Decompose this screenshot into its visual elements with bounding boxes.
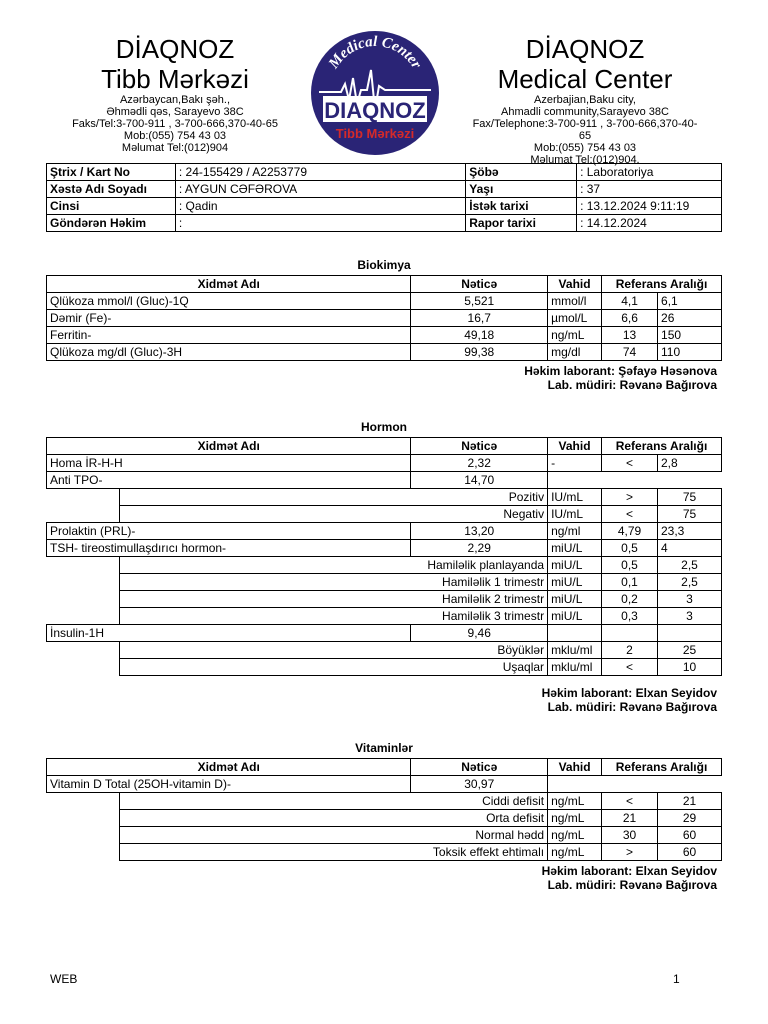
ref-high: 10	[658, 659, 722, 676]
signature-block	[542, 864, 717, 892]
patient-info-table	[46, 163, 722, 232]
patient-value: : 37	[577, 181, 722, 198]
ref-low: <	[602, 659, 658, 676]
test-result: 99,38	[411, 344, 548, 361]
ref-low: 4,1	[602, 293, 658, 310]
table-header-row	[47, 759, 722, 776]
sub-row	[47, 659, 722, 676]
patient-value: : 14.12.2024	[577, 215, 722, 232]
test-unit: miU/L	[548, 540, 602, 557]
test-name: Homa İR-H-H	[47, 455, 411, 472]
mobile-line: Mob:(055) 754 43 03	[123, 130, 227, 142]
col-header-unit: Vahid	[548, 759, 602, 776]
ref-low: 13	[602, 327, 658, 344]
sub-unit: mklu/ml	[548, 659, 602, 676]
sub-unit: ng/mL	[548, 844, 602, 861]
ref-low: 21	[602, 810, 658, 827]
test-unit: -	[548, 455, 602, 472]
sub-label: Normal hədd	[119, 827, 547, 844]
sub-label: Böyüklər	[119, 642, 547, 659]
table-row	[47, 776, 722, 793]
header-left	[60, 34, 290, 154]
ref-low: 0,1	[602, 574, 658, 591]
test-unit: mg/dl	[548, 344, 602, 361]
sub-row	[47, 557, 722, 574]
sub-unit: miU/L	[548, 557, 602, 574]
logo-top-text: Medical Center	[325, 33, 425, 72]
ref-high: 4	[658, 540, 722, 557]
address-line: Azerbajian,Baku city,	[534, 94, 636, 106]
ref-high: 26	[658, 310, 722, 327]
ref-high: 110	[658, 344, 722, 361]
test-unit: mmol/l	[548, 293, 602, 310]
col-header-result: Nəticə	[411, 759, 548, 776]
ref-high: 2,5	[658, 557, 722, 574]
col-header-ref: Referans Aralığı	[602, 438, 722, 455]
patient-label: Rapor tarixi	[466, 215, 577, 232]
test-name: Prolaktin (PRL)-	[47, 523, 411, 540]
table-row	[47, 293, 722, 310]
col-header-unit: Vahid	[548, 276, 602, 293]
sub-row	[47, 489, 722, 506]
table-row	[47, 540, 722, 557]
address-line: Azərbaycan,Bakı şəh.,	[119, 94, 231, 106]
sub-row	[47, 793, 722, 810]
lab-technician: Həkim laborant: Elxan Seyidov	[541, 864, 717, 878]
test-result: 13,20	[411, 523, 548, 540]
mobile-line: Mob:(055) 754 43 03	[533, 142, 637, 154]
table-row	[47, 344, 722, 361]
ref-low: <	[602, 793, 658, 810]
sub-row	[47, 574, 722, 591]
ref-high: 21	[658, 793, 722, 810]
patient-label: Yaşı	[466, 181, 577, 198]
test-name: Qlükoza mg/dl (Gluc)-3H	[47, 344, 411, 361]
sub-label: Negativ	[119, 506, 547, 523]
test-result: 14,70	[411, 472, 548, 489]
sub-label: Uşaqlar	[119, 659, 547, 676]
sub-row	[47, 827, 722, 844]
clinic-name-az: DİAQNOZ	[115, 34, 235, 64]
ref-high: 75	[658, 506, 722, 523]
ref-high: 25	[658, 642, 722, 659]
sub-label: Orta defisit	[119, 810, 547, 827]
ref-low: >	[602, 844, 658, 861]
test-name: Ferritin-	[47, 327, 411, 344]
signature-block	[542, 686, 717, 714]
test-name: TSH- tireostimullaşdırıcı hormon-	[47, 540, 411, 557]
ref-high: 60	[658, 827, 722, 844]
hormon-table	[46, 437, 722, 676]
header-right	[470, 34, 700, 166]
patient-value: : Qadin	[175, 198, 465, 215]
sub-unit: IU/mL	[548, 489, 602, 506]
patient-value: :	[175, 215, 465, 232]
sub-unit: ng/mL	[548, 793, 602, 810]
lab-technician: Həkim laborant: Şəfayə Həsənova	[524, 364, 717, 378]
ref-low: >	[602, 489, 658, 506]
ref-high: 60	[658, 844, 722, 861]
vitamin-table	[46, 758, 722, 861]
sub-unit: ng/mL	[548, 827, 602, 844]
clinic-name-en: DİAQNOZ	[525, 34, 645, 64]
test-name: Qlükoza mmol/l (Gluc)-1Q	[47, 293, 411, 310]
table-row	[47, 523, 722, 540]
ref-high: 23,3	[658, 523, 722, 540]
table-row	[47, 472, 722, 489]
lab-technician: Həkim laborant: Elxan Seyidov	[541, 686, 717, 700]
lab-director: Lab. müdiri: Rəvanə Bağırova	[547, 700, 717, 714]
test-unit: ng/mL	[548, 327, 602, 344]
patient-value: : Laboratoriya	[577, 164, 722, 181]
logo-main-text: DIAQNOZ	[324, 98, 426, 123]
sub-label: Hamiləlik 3 trimestr	[119, 608, 547, 625]
ref-low: 6,6	[602, 310, 658, 327]
fax-line: Faks/Tel:3-700-911 , 3-700-666,370-40-65	[72, 118, 278, 130]
patient-label: İstək tarixi	[466, 198, 577, 215]
test-result: 49,18	[411, 327, 548, 344]
test-name: İnsulin-1H	[47, 625, 411, 642]
test-unit: ng/ml	[548, 523, 602, 540]
sub-unit: miU/L	[548, 574, 602, 591]
logo-bottom-text: Tibb Mərkəzi	[335, 126, 415, 141]
col-header-name: Xidmət Adı	[47, 759, 411, 776]
test-name: Anti TPO-	[47, 472, 411, 489]
ref-high: 2,5	[658, 574, 722, 591]
ref-high: 3	[658, 608, 722, 625]
col-header-result: Nəticə	[411, 438, 548, 455]
patient-value: : AYGUN CƏFƏROVA	[175, 181, 465, 198]
sub-unit: mklu/ml	[548, 642, 602, 659]
sub-row	[47, 506, 722, 523]
info-line: Məlumat Tel:(012)904	[121, 142, 229, 154]
sub-row	[47, 810, 722, 827]
col-header-ref: Referans Aralığı	[602, 276, 722, 293]
test-name: Vitamin D Total (25OH-vitamin D)-	[47, 776, 411, 793]
patient-label: Xəstə Adı Soyadı	[47, 181, 176, 198]
sub-label: Hamiləlik planlayanda	[119, 557, 547, 574]
sub-unit: IU/mL	[548, 506, 602, 523]
signature-block	[524, 364, 717, 392]
table-row	[47, 327, 722, 344]
sub-label: Toksik effekt ehtimalı	[119, 844, 547, 861]
address-line: Əhmədli qəs, Sarayevo 38C	[106, 106, 244, 118]
test-result: 9,46	[411, 625, 548, 642]
ref-low: <	[602, 506, 658, 523]
footer-source: WEB	[50, 972, 78, 986]
biokimya-table	[46, 275, 722, 361]
col-header-ref: Referans Aralığı	[602, 759, 722, 776]
clinic-logo	[309, 30, 441, 156]
ref-high: 6,1	[658, 293, 722, 310]
patient-label: Ştrix / Kart No	[47, 164, 176, 181]
sub-label: Ciddi defisit	[119, 793, 547, 810]
ref-low: 2	[602, 642, 658, 659]
section-title-hormon: Hormon	[361, 420, 407, 434]
test-result: 30,97	[411, 776, 548, 793]
table-row	[47, 625, 722, 642]
sub-row	[47, 844, 722, 861]
ref-low: 0,5	[602, 540, 658, 557]
col-header-name: Xidmət Adı	[47, 438, 411, 455]
test-result: 16,7	[411, 310, 548, 327]
sub-row	[47, 591, 722, 608]
sub-unit: miU/L	[548, 591, 602, 608]
sub-label: Hamiləlik 1 trimestr	[119, 574, 547, 591]
ref-low: 0,2	[602, 591, 658, 608]
lab-director: Lab. müdiri: Rəvanə Bağırova	[547, 378, 717, 392]
table-row	[47, 310, 722, 327]
sub-label: Pozitiv	[119, 489, 547, 506]
ref-low: 30	[602, 827, 658, 844]
table-header-row	[47, 438, 722, 455]
patient-row	[47, 215, 722, 232]
test-result: 5,521	[411, 293, 548, 310]
col-header-result: Nəticə	[411, 276, 548, 293]
table-header-row	[47, 276, 722, 293]
sub-row	[47, 608, 722, 625]
section-title-vitaminler: Vitaminlər	[355, 741, 413, 755]
ref-high: 29	[658, 810, 722, 827]
patient-value: : 24-155429 / A2253779	[175, 164, 465, 181]
test-result: 2,29	[411, 540, 548, 557]
ref-low: 74	[602, 344, 658, 361]
sub-unit: miU/L	[548, 608, 602, 625]
address-line: Ahmadli community,Sarayevo 38C	[501, 106, 669, 118]
info-line: Məlumat Tel:(012)904.	[530, 154, 640, 166]
col-header-name: Xidmət Adı	[47, 276, 411, 293]
ref-low: 4,79	[602, 523, 658, 540]
test-result: 2,32	[411, 455, 548, 472]
sub-unit: ng/mL	[548, 810, 602, 827]
patient-label: Şöbə	[466, 164, 577, 181]
col-header-unit: Vahid	[548, 438, 602, 455]
sub-row	[47, 642, 722, 659]
ref-high: 150	[658, 327, 722, 344]
ref-high: 2,8	[658, 455, 722, 472]
ref-low: 0,3	[602, 608, 658, 625]
ref-low: <	[602, 455, 658, 472]
patient-label: Cinsi	[47, 198, 176, 215]
ref-high: 75	[658, 489, 722, 506]
clinic-subtitle-az: Tibb Mərkəzi	[101, 64, 249, 94]
patient-value: : 13.12.2024 9:11:19	[577, 198, 722, 215]
test-name: Dəmir (Fe)-	[47, 310, 411, 327]
lab-director: Lab. müdiri: Rəvanə Bağırova	[547, 878, 717, 892]
table-row	[47, 455, 722, 472]
patient-row	[47, 198, 722, 215]
page-number: 1	[673, 972, 680, 986]
clinic-subtitle-en: Medical Center	[497, 64, 673, 94]
patient-row	[47, 181, 722, 198]
sub-label: Hamiləlik 2 trimestr	[119, 591, 547, 608]
fax-line: Fax/Telephone:3-700-911 , 3-700-666,370-40-65	[472, 118, 698, 142]
ref-high: 3	[658, 591, 722, 608]
section-title-biokimya: Biokimya	[357, 258, 411, 272]
ref-low: 0,5	[602, 557, 658, 574]
patient-label: Göndərən Həkim	[47, 215, 176, 232]
test-unit: µmol/L	[548, 310, 602, 327]
patient-row	[47, 164, 722, 181]
